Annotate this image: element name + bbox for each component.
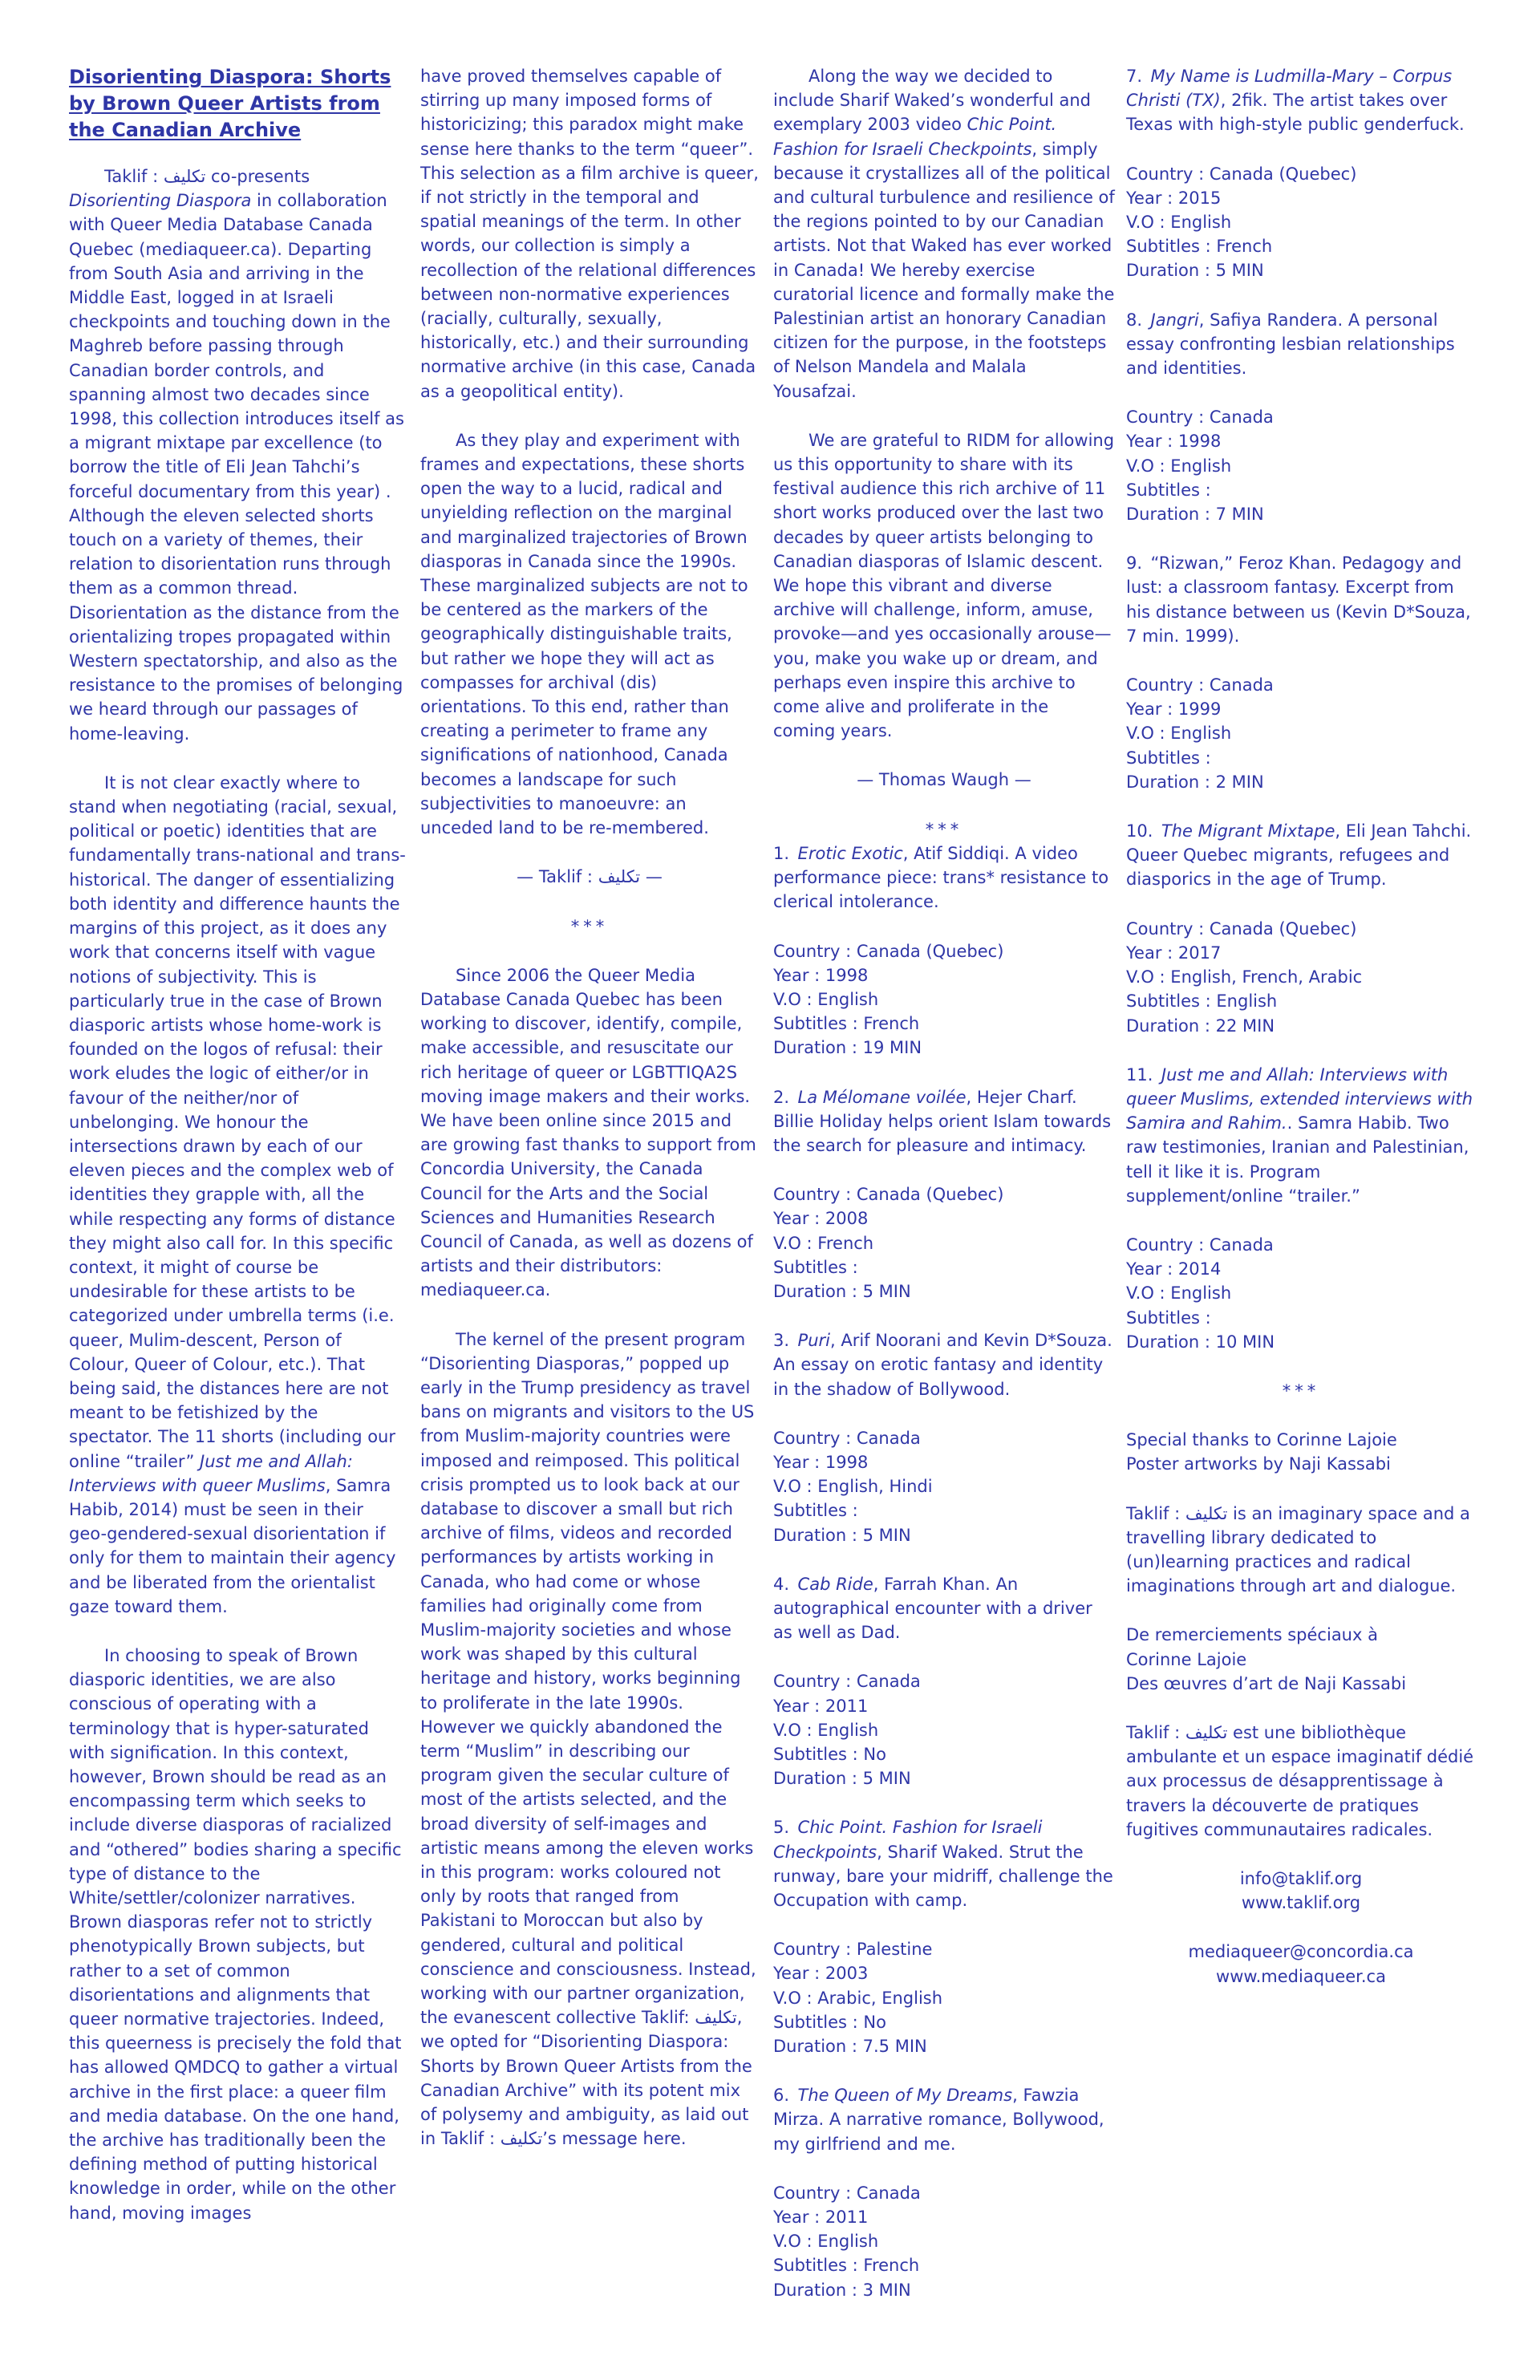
film-country-label: Country : <box>1126 164 1210 184</box>
film-heading <box>1126 551 1476 648</box>
film-year-line <box>1126 186 1476 210</box>
film-year-line <box>1126 941 1476 965</box>
film-subtitles-line <box>1126 1306 1476 1330</box>
film-subtitles-line <box>773 1255 1115 1279</box>
identity-trailer-title: Just me and Allah: Interviews with queer Muslims <box>69 1451 353 1495</box>
film-entry <box>1126 64 1476 283</box>
film-subtitles-label: Subtitles : <box>1126 480 1211 500</box>
film-country-line <box>773 1426 1115 1450</box>
film-year-line <box>773 1961 1115 1985</box>
film-duration-label: Duration : <box>773 1769 863 1789</box>
film-year-value: 2017 <box>1177 943 1222 963</box>
intro-text-start: Taklif : تكليف co-presents <box>104 167 310 186</box>
film-entry <box>773 1572 1115 1791</box>
waked-text-rest: , simply because it crystallizes all of the political and cultural turbulence and resilience of the regions pointed to by our Canadian artists. Not that Waked has ever worked in Canada! We hereby exercise curatorial licence and formally make the Palestinian artist an honorary Canadian citizen for the purpose, in the footsteps of Nelson Mandela and Malala Yousafzai. <box>773 139 1115 401</box>
film-country-line <box>1126 1233 1476 1257</box>
film-country-value: Canada <box>856 2183 921 2203</box>
film-country-line <box>773 2181 1115 2205</box>
film-country-label: Country : <box>1126 675 1210 695</box>
film-subtitles-line <box>1126 478 1476 502</box>
film-duration-line <box>1126 502 1476 526</box>
film-vo-value: English <box>1170 1283 1232 1304</box>
film-vo-value: English <box>817 1720 879 1740</box>
film-year-value: 2011 <box>825 2208 869 2228</box>
film-country-value: Canada <box>1209 1235 1274 1255</box>
film-vo-label: V.O : <box>1126 724 1171 744</box>
film-country-label: Country : <box>1126 918 1210 939</box>
film-duration-line <box>1126 1014 1476 1038</box>
film-duration-value: 5 MIN <box>862 1281 911 1301</box>
taklif-about-fr: Taklif : تكليف est une bibliothèque ambulante et un espace imaginatif dédié aux processus de désapprentissage à travers la découverte de pratiques fugitives communautaires radicales. <box>1126 1722 1474 1839</box>
film-vo-label: V.O : <box>773 2232 818 2252</box>
film-vo-value: English <box>1170 724 1232 744</box>
column-2 <box>420 64 759 2151</box>
film-credit: , Farrah Khan. <box>873 1574 991 1594</box>
film-heading <box>773 2083 1115 2156</box>
film-year-line <box>773 1206 1115 1231</box>
film-credit: , Hejer Charf. <box>966 1087 1077 1107</box>
taklif-email[interactable]: info@taklif.org <box>1239 1868 1363 1888</box>
film-vo-label: V.O : <box>1126 1283 1171 1304</box>
film-year-line <box>773 2205 1115 2229</box>
film-entry <box>773 2083 1115 2302</box>
film-country-label: Country : <box>773 941 857 961</box>
intro-paragraph <box>69 164 406 746</box>
film-list <box>1126 64 1476 1354</box>
film-vo-label: V.O : <box>773 1233 818 1253</box>
film-list <box>773 841 1115 2302</box>
film-number: 7. <box>1126 67 1143 86</box>
film-number: 10. <box>1126 821 1153 841</box>
film-subtitles-label: Subtitles : <box>773 1744 864 1764</box>
film-year-value: 2014 <box>1177 1259 1222 1279</box>
film-subtitles-label: Subtitles : <box>1126 991 1217 1012</box>
column-1 <box>69 64 406 2225</box>
film-duration-value: 7 MIN <box>1215 505 1264 525</box>
film-subtitles-value: No <box>863 1744 886 1764</box>
film-year-value: 2003 <box>825 1964 869 1984</box>
film-duration-line <box>1126 770 1476 794</box>
film-year-value: 2015 <box>1177 188 1222 208</box>
film-duration-line <box>773 1036 1115 1060</box>
film-vo-line <box>773 1986 1115 2010</box>
film-vo-line <box>1126 721 1476 745</box>
film-specs <box>1126 673 1476 794</box>
identity-text-start: It is not clear exactly where to stand when negotiating (racial, sexual, political or poetic) identities that are fundamentally trans-national and trans-historical. The danger of essentializing both identity and difference haunts the margins of this project, as it does any work that concerns itself with vague notions of subjectivity. This is particularly true in the case of Brown diasporic artists whose home-work is founded on the logos of refusal: their work eludes the logic of either/or in favour of the neither/nor of unbelonging. We honour the intersections drawn by each of our eleven pieces and the complex web of identities they grapple with, all the while respecting any forms of distance they might also call for. In this specific context, it might of course be undesirable for these artists to be categorized under umbrella terms (i.e. queer, Mulim-descent, Person of Colour, Queer of Colour, etc.). That being said, the distances here are not meant to be fetishized by the spectator. The 11 shorts (including our online “trailer” <box>69 772 406 1471</box>
film-vo-line <box>773 1231 1115 1255</box>
film-country-value: Canada (Quebec) <box>1209 918 1357 939</box>
column-4 <box>1126 64 1476 1989</box>
film-number: 8. <box>1126 310 1143 330</box>
film-description: Pedagogy and lust: a classroom fantasy. Excerpt from his distance between us (Kevin D*Souza, 7 min. 1999). <box>1126 553 1471 646</box>
film-duration-label: Duration : <box>773 1281 863 1301</box>
film-vo-label: V.O : <box>1126 967 1171 987</box>
database-paragraph: Since 2006 the Queer Media Database Canada Quebec has been working to discover, identify, compile, make accessible, and resuscitate our rich heritage of queer or LGBTTIQA2S moving image makers and their works. We have been online since 2015 and are growing fast thanks to support from Concordia University, the Canada Council for the Arts and the Social Sciences and Humanities Research Council of Canada, as well as dozens of artists and their distributors: mediaqueer.ca. <box>420 965 756 1300</box>
film-specs <box>773 1669 1115 1790</box>
waked-text-start: Along the way we decided to include Sharif Waked’s wonderful and exemplary 2003 video <box>773 67 1091 135</box>
film-description: An essay on erotic fantasy and identity in the shadow of Bollywood. <box>773 1355 1104 1399</box>
film-year-line <box>773 1450 1115 1474</box>
film-vo-label: V.O : <box>773 1477 818 1497</box>
film-number: 9. <box>1126 553 1143 574</box>
film-title: The Migrant Mixtape <box>1161 821 1335 841</box>
film-country-label: Country : <box>773 2183 857 2203</box>
film-country-line <box>773 1182 1115 1206</box>
intro-text-rest: in collaboration with Queer Media Database Canada Quebec (mediaqueer.ca). Departing from South Asia and arriving in the Middle East, logged in at Israeli checkpoints and touching down in the Maghreb before passing through Canadian border controls, and spanning almost two decades since 1998, this collection introduces itself as a migrant mixtape par excellence (to borrow the title of Eli Jean Tahchi’s forceful documentary from this year) . Although the eleven selected shorts touch on a variety of themes, their relation to disorientation runs through them as a common thread. Disorientation as the distance from the orientalizing tropes propagated within Western spectatorship, and also as the resistance to the promises of belonging we heard through our passages of home-leaving. <box>69 191 404 744</box>
film-country-label: Country : <box>773 1940 857 1960</box>
film-vo-value: English, Hindi <box>817 1477 933 1497</box>
film-vo-value: Arabic, English <box>817 1988 943 2008</box>
section-divider: *** <box>925 819 963 839</box>
film-year-value: 1998 <box>1177 432 1222 452</box>
film-subtitles-value: French <box>863 1014 920 1034</box>
film-year-line <box>773 963 1115 987</box>
poster-credit: Poster artworks by Naji Kassabi <box>1126 1454 1391 1474</box>
film-specs <box>1126 162 1476 283</box>
film-duration-line <box>773 2034 1115 2058</box>
film-duration-value: 10 MIN <box>1215 1332 1275 1352</box>
film-specs <box>773 1937 1115 2058</box>
film-description: An autographical encounter with a driver as well as Dad. <box>773 1574 1092 1643</box>
film-year-line <box>773 1694 1115 1718</box>
document-title: Disorienting Diaspora: Shorts by Brown Queer Artists from the Canadian Archive <box>69 66 391 141</box>
film-duration-line <box>773 1523 1115 1547</box>
film-number: 11. <box>1126 1064 1153 1085</box>
film-duration-line <box>1126 258 1476 282</box>
film-country-value: Canada <box>856 1672 921 1692</box>
film-credit: “Rizwan,” Feroz Khan. <box>1150 553 1337 574</box>
film-duration-value: 5 MIN <box>862 1769 911 1789</box>
film-country-line <box>773 1669 1115 1693</box>
program-paragraph: The kernel of the present program “Disorienting Diasporas,” popped up early in the Trump presidency as travel bans on migrants and visitors to the US from Muslim-majority countries were imposed and reimposed. This political crisis prompted us to look back at our database to discover a small but rich archive of films, videos and recorded performances by artists working in Canada, who had come or whose families had originally come from Muslim-majority societies and whose work was shaped by this cultural heritage and history, works beginning to proliferate in the late 1990s. However we quickly abandoned the term “Muslim” in describing our program given the secular culture of most of the artists selected, and the broad diversity of self-images and artistic means among the eleven works in this program: works coloured not only by roots that ranged from Pakistani to Moroccan but also by gendered, cultural and political conscience and consciousness. Instead, working with our partner organization, the evanescent collective Taklif: تكليف, we opted for “Disorienting Diaspora: Shorts by Brown Queer Artists from the Canadian Archive” with its potent mix of polysemy and ambiguity, as laid out in Taklif : تكليف’s message here. <box>420 1329 756 2149</box>
film-vo-line <box>773 2229 1115 2253</box>
film-credit: , Eli Jean Tahchi. <box>1335 821 1472 841</box>
film-year-value: 1998 <box>825 1452 869 1472</box>
film-credit: , 2fik. <box>1220 91 1268 111</box>
film-title: Puri <box>797 1331 830 1351</box>
film-duration-line <box>773 1766 1115 1790</box>
film-entry <box>1126 1063 1476 1354</box>
film-subtitles-value: English <box>1216 991 1278 1012</box>
section-divider: *** <box>1282 1381 1320 1401</box>
film-country-label: Country : <box>773 1672 857 1692</box>
film-duration-value: 5 MIN <box>862 1525 911 1545</box>
film-year-value: 2011 <box>825 1696 869 1716</box>
film-entry <box>773 1328 1115 1547</box>
film-year-line <box>1126 697 1476 721</box>
film-credit: . Samra Habib. <box>1287 1113 1412 1133</box>
film-specs <box>1126 405 1476 526</box>
film-heading <box>1126 308 1476 381</box>
film-country-label: Country : <box>1126 1235 1210 1255</box>
film-vo-label: V.O : <box>1126 456 1171 476</box>
film-country-value: Canada <box>856 1428 921 1448</box>
film-duration-line <box>1126 1330 1476 1354</box>
film-specs <box>773 2181 1115 2302</box>
film-year-label: Year : <box>1126 432 1178 452</box>
film-title: Chic Point. Fashion for Israeli Checkpoints <box>773 1818 1043 1862</box>
film-year-label: Year : <box>1126 699 1178 720</box>
film-description: The artist takes over Texas with high-style public genderfuck. <box>1126 91 1465 135</box>
waugh-signature: — Thomas Waugh — <box>857 770 1031 790</box>
film-country-value: Canada (Quebec) <box>1209 164 1357 184</box>
film-duration-label: Duration : <box>1126 261 1216 281</box>
film-duration-line <box>773 1279 1115 1304</box>
film-title: My Name is Ludmilla-Mary – Corpus Christi (TX) <box>1126 67 1453 111</box>
film-entry <box>1126 551 1476 794</box>
identity-paragraph <box>69 771 406 1619</box>
film-entry <box>773 841 1115 1060</box>
film-number: 4. <box>773 1574 790 1594</box>
film-duration-label: Duration : <box>773 1525 863 1545</box>
film-duration-value: 22 MIN <box>1215 1016 1275 1036</box>
film-country-value: Canada (Quebec) <box>856 1185 1004 1205</box>
film-credit: , Sharif Waked. <box>877 1842 1004 1862</box>
film-vo-value: English <box>1170 456 1232 476</box>
film-credit: , Atif Siddiqi. <box>902 843 1010 863</box>
film-country-line <box>1126 673 1476 697</box>
film-year-value: 1999 <box>1177 699 1222 720</box>
film-entry <box>773 1815 1115 2058</box>
mediaqueer-email[interactable]: mediaqueer@concordia.ca <box>1188 1942 1414 1962</box>
film-vo-line <box>773 1718 1115 1742</box>
film-heading <box>1126 819 1476 892</box>
film-subtitles-label: Subtitles : <box>773 2256 864 2276</box>
film-subtitles-value: French <box>1216 237 1273 257</box>
archive-paragraph: have proved themselves capable of stirring up many imposed forms of historicizing; this paradox might make sense here thanks to the term “queer”. This selection as a film archive is queer, if not strictly in the temporal and spatial meanings of the term. In other words, our collection is simply a recollection of the relational differences between non-normative experiences (racially, culturally, sexually, historically, etc.) and their surrounding normative archive (in this case, Canada as a geopolitical entity). <box>420 67 759 401</box>
film-duration-label: Duration : <box>1126 1332 1216 1352</box>
film-duration-label: Duration : <box>773 2280 863 2300</box>
film-description: A video performance piece: trans* resistance to clerical intolerance. <box>773 843 1109 912</box>
waked-paragraph <box>773 64 1115 403</box>
film-vo-line <box>1126 1281 1476 1305</box>
film-entry <box>773 1085 1115 1304</box>
film-entry <box>1126 819 1476 1038</box>
film-vo-line <box>773 1474 1115 1498</box>
film-number: 2. <box>773 1087 790 1107</box>
section-divider: *** <box>570 916 609 936</box>
film-duration-label: Duration : <box>1126 1016 1216 1036</box>
taklif-about-en: Taklif : تكليف is an imaginary space and a travelling library dedicated to (un)learning practices and radical imaginations through art and dialogue. <box>1126 1503 1470 1596</box>
thanks-fr-line3: Des œuvres d’art de Naji Kassabi <box>1126 1673 1407 1693</box>
film-country-label: Country : <box>1126 407 1210 428</box>
film-subtitles-line <box>1126 746 1476 770</box>
film-country-label: Country : <box>773 1428 857 1448</box>
film-country-label: Country : <box>773 1185 857 1205</box>
film-number: 6. <box>773 2086 790 2106</box>
film-vo-label: V.O : <box>773 1720 818 1740</box>
film-year-label: Year : <box>773 1964 825 1984</box>
film-subtitles-line <box>773 1012 1115 1036</box>
film-description: Billie Holiday helps orient Islam towards the search for pleasure and intimacy. <box>773 1111 1112 1155</box>
film-heading <box>773 841 1115 914</box>
special-thanks: Special thanks to Corinne Lajoie <box>1126 1430 1397 1450</box>
film-subtitles-label: Subtitles : <box>1126 1308 1211 1328</box>
film-title: Just me and Allah: Interviews with queer Muslims, extended interviews with Samira and Rahim. <box>1126 1064 1473 1133</box>
film-duration-label: Duration : <box>773 2037 863 2057</box>
film-country-value: Palestine <box>856 1940 933 1960</box>
film-subtitles-label: Subtitles : <box>1126 748 1211 768</box>
film-year-value: 2008 <box>825 1209 869 1229</box>
film-title: Jangri <box>1150 310 1199 330</box>
film-year-label: Year : <box>1126 1259 1178 1279</box>
frames-paragraph: As they play and experiment with frames and expectations, these shorts open the way to a lucid, radical and unyielding reflection on the marginal and marginalized trajectories of Brown diasporas in Canada since the 1990s. These marginalized subjects are not to be centered as the markers of the geographically distinguishable traits, but rather we hope they will act as compasses for archival (dis) orientations. To this end, rather than creating a perimeter to frame any significations of nationhood, Canada becomes a landscape for such subjectivities to manoeuvre: an unceded land to be re-membered. <box>420 430 748 838</box>
film-subtitles-label: Subtitles : <box>773 1014 864 1034</box>
mediaqueer-website[interactable]: www.mediaqueer.ca <box>1216 1966 1386 1986</box>
film-year-value: 1998 <box>825 965 869 985</box>
film-subtitles-line <box>773 1498 1115 1522</box>
film-specs <box>1126 1233 1476 1354</box>
film-year-label: Year : <box>1126 188 1178 208</box>
film-vo-value: English, French, Arabic <box>1170 967 1363 987</box>
film-specs <box>773 939 1115 1060</box>
film-country-line <box>773 939 1115 963</box>
film-duration-label: Duration : <box>773 1038 863 1058</box>
film-subtitles-line <box>773 1742 1115 1766</box>
film-subtitles-line <box>1126 989 1476 1013</box>
film-heading <box>773 1815 1115 1912</box>
film-duration-value: 5 MIN <box>1215 261 1264 281</box>
film-number: 3. <box>773 1331 790 1351</box>
film-number: 5. <box>773 1818 790 1838</box>
taklif-website[interactable]: www.taklif.org <box>1241 1893 1361 1913</box>
film-title: La Mélomane voilée <box>797 1087 967 1107</box>
film-credit: , <box>1012 2086 1018 2106</box>
film-country-value: Canada <box>1209 407 1274 428</box>
film-country-line <box>1126 917 1476 941</box>
film-title: The Queen of My Dreams <box>797 2086 1013 2106</box>
film-vo-label: V.O : <box>1126 213 1171 233</box>
film-vo-line <box>1126 454 1476 478</box>
film-vo-value: English <box>1170 213 1232 233</box>
film-year-line <box>1126 1257 1476 1281</box>
film-entry <box>1126 308 1476 527</box>
film-credit: , Safiya Randera. <box>1198 310 1343 330</box>
film-vo-line <box>773 987 1115 1012</box>
film-vo-value: French <box>817 1233 874 1253</box>
film-specs <box>773 1182 1115 1304</box>
identity-text-rest: , Samra Habib, 2014) must be seen in their geo-gendered-sexual disorientation if only for them to maintain their agency and be liberated from the orientalist gaze toward them. <box>69 1475 396 1616</box>
film-year-line <box>1126 429 1476 453</box>
intro-program-title: Disorienting Diaspora <box>69 191 252 211</box>
film-duration-value: 3 MIN <box>862 2280 911 2300</box>
film-subtitles-label: Subtitles : <box>1126 237 1217 257</box>
film-subtitles-label: Subtitles : <box>773 2012 864 2032</box>
film-vo-label: V.O : <box>773 989 818 1009</box>
film-vo-value: English <box>817 2232 879 2252</box>
film-number: 1. <box>773 843 790 863</box>
film-year-label: Year : <box>773 1696 825 1716</box>
film-subtitles-line <box>1126 234 1476 258</box>
film-title: Erotic Exotic <box>797 843 903 863</box>
film-country-line <box>773 1937 1115 1961</box>
film-year-label: Year : <box>773 1209 825 1229</box>
film-description: A personal essay confronting lesbian relationships and identities. <box>1126 310 1455 379</box>
film-vo-value: English <box>817 989 879 1009</box>
thanks-fr-line1: De remerciements spéciaux à <box>1126 1625 1378 1645</box>
column-3 <box>773 64 1115 2302</box>
film-heading <box>773 1328 1115 1401</box>
film-vo-line <box>1126 210 1476 234</box>
film-year-label: Year : <box>773 1452 825 1472</box>
brown-paragraph: In choosing to speak of Brown diasporic identities, we are also conscious of operating with a terminology that is hyper-saturated with signification. In this context, however, Brown should be read as an encompassing term which seeks to include diverse diasporas of racialized and “othered” bodies sharing a specific type of distance to the White/settler/colonizer narratives. Brown diasporas refer not to strictly phenotypically Brown subjects, but rather to a set of common disorientations and alignments that queer normative trajectories. Indeed, this queerness is precisely the fold that has allowed QMDCQ to gather a virtual archive in the first place: a queer film and media database. On the one hand, the archive has traditionally been the defining method of putting historical knowledge in order, while on the other hand, moving images <box>69 1645 402 2223</box>
film-country-line <box>1126 162 1476 186</box>
film-description: Queer Quebec migrants, refugees and diasporics in the age of Trump. <box>1126 845 1450 890</box>
film-heading <box>773 1572 1115 1645</box>
film-subtitles-label: Subtitles : <box>773 1257 858 1277</box>
film-vo-label: V.O : <box>773 1988 818 2008</box>
taklif-signature: — Taklif : تكليف — <box>517 867 663 887</box>
film-description: Two raw testimonies, Iranian and Palestinian, tell it like it is. Program supplement/online “trailer.” <box>1126 1113 1469 1206</box>
film-subtitles-value: No <box>863 2012 886 2032</box>
film-country-line <box>1126 405 1476 429</box>
film-year-label: Year : <box>773 965 825 985</box>
film-subtitles-line <box>773 2253 1115 2277</box>
film-description: Fawzia Mirza. A narrative romance, Bollywood, my girlfriend and me. <box>773 2086 1104 2154</box>
film-credit: , Arif Noorani and Kevin D*Souza. <box>830 1331 1112 1351</box>
ridm-paragraph: We are grateful to RIDM for allowing us this opportunity to share with its festival audience this rich archive of 11 short works produced over the last two decades by queer artists belonging to Canadian diasporas of Islamic descent. We hope this vibrant and diverse archive will challenge, inform, amuse, provoke—and yes occasionally arouse—you, make you wake up or dream, and perhaps even inspire this archive to come alive and proliferate in the coming years. <box>773 430 1115 741</box>
film-specs <box>773 1426 1115 1547</box>
film-duration-value: 19 MIN <box>862 1038 922 1058</box>
film-heading <box>1126 1063 1476 1208</box>
film-duration-line <box>773 2278 1115 2302</box>
film-duration-label: Duration : <box>1126 772 1216 792</box>
film-description: Strut the runway, bare your midriff, challenge the Occupation with camp. <box>773 1842 1113 1910</box>
film-year-label: Year : <box>1126 943 1178 963</box>
thanks-fr-line2: Corinne Lajoie <box>1126 1649 1247 1669</box>
film-subtitles-label: Subtitles : <box>773 1501 858 1521</box>
waked-video-title: Chic Point. Fashion for Israeli Checkpoints <box>773 115 1057 159</box>
film-heading <box>1126 64 1476 137</box>
film-duration-value: 7.5 MIN <box>862 2037 927 2057</box>
film-duration-value: 2 MIN <box>1215 772 1264 792</box>
film-vo-line <box>1126 965 1476 989</box>
film-country-value: Canada <box>1209 675 1274 695</box>
film-title: Cab Ride <box>797 1574 873 1594</box>
film-heading <box>773 1085 1115 1158</box>
film-duration-label: Duration : <box>1126 505 1216 525</box>
film-country-value: Canada (Quebec) <box>856 941 1004 961</box>
film-specs <box>1126 917 1476 1038</box>
film-subtitles-line <box>773 2010 1115 2034</box>
film-subtitles-value: French <box>863 2256 920 2276</box>
film-year-label: Year : <box>773 2208 825 2228</box>
